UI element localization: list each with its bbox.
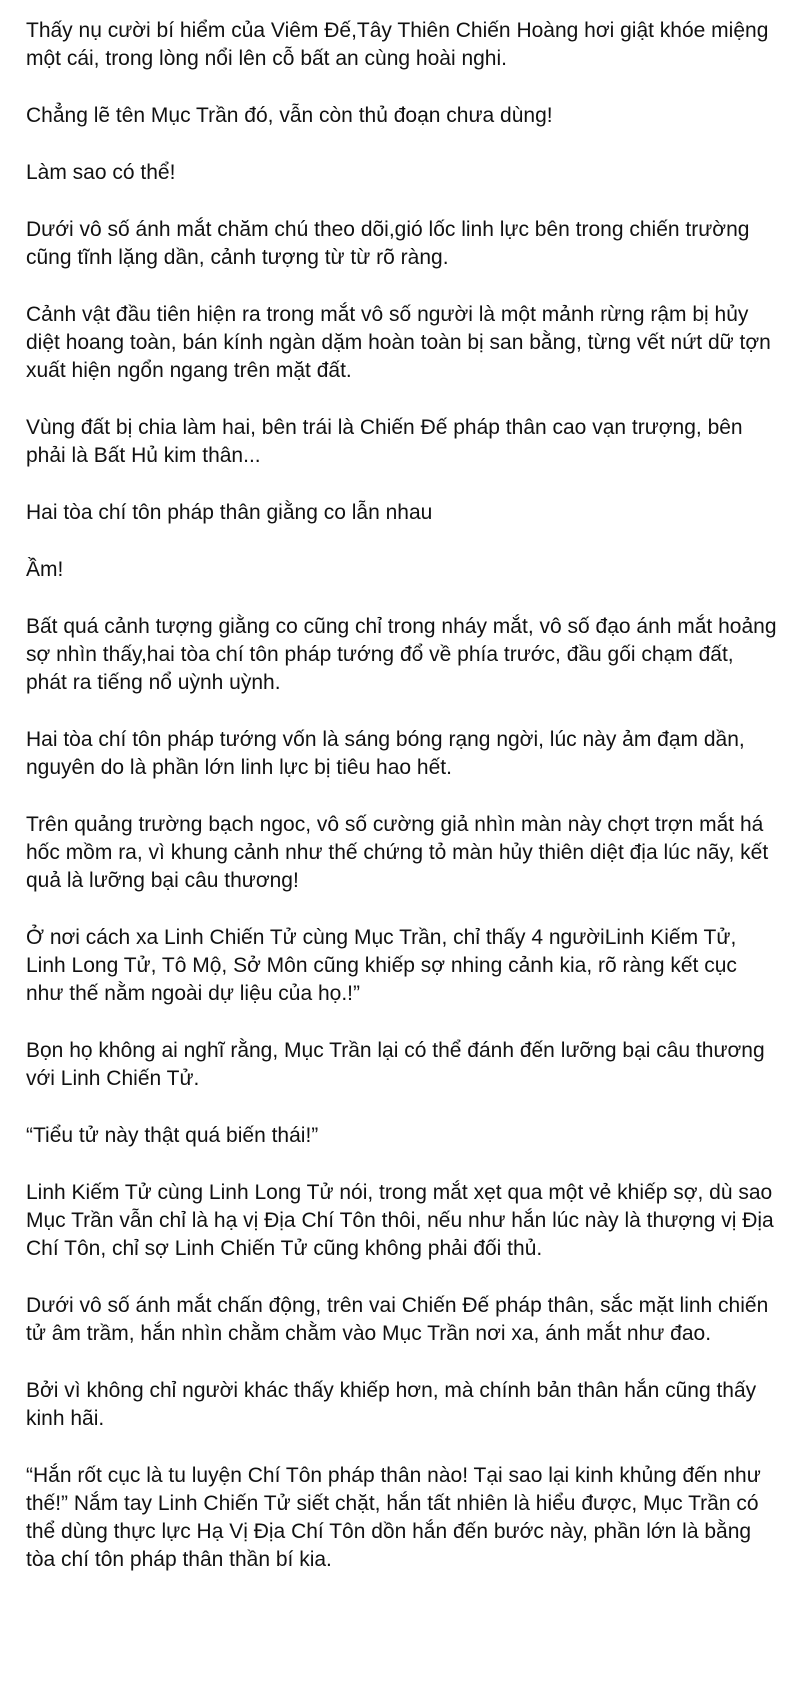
paragraph: Hai tòa chí tôn pháp tướng vốn là sáng bóng rạng ngời, lúc này ảm đạm dần, nguyên do là phần lớn linh lực bị tiêu hao hết. bbox=[26, 728, 745, 779]
paragraph: Bất quá cảnh tượng giằng co cũng chỉ trong nháy mắt, vô số đạo ánh mắt hoảng sợ nhìn thấy,hai tòa chí tôn pháp tướng đổ về phía trước, đầu gối chạm đất, phát ra tiếng nổ uỳnh uỳnh. bbox=[26, 615, 777, 694]
paragraph: Cảnh vật đầu tiên hiện ra trong mắt vô số người là một mảnh rừng rậm bị hủy diệt hoang toàn, bán kính ngàn dặm hoàn toàn bị san bằng, từng vết nứt dữ tợn xuất hiện ngổn ngang trên mặt đất. bbox=[26, 303, 771, 382]
paragraph: Ở nơi cách xa Linh Chiến Tử cùng Mục Trần, chỉ thấy 4 ngườiLinh Kiếm Tử, Linh Long Tử, Tô Mộ, Sở Môn cũng khiếp sợ nhing cảnh kia, rõ ràng kết cục như thế nằm ngoài dự liệu của họ.!” bbox=[26, 926, 737, 1005]
paragraph: Thấy nụ cười bí hiểm của Viêm Đế,Tây Thiên Chiến Hoàng hơi giật khóe miệng một cái, trong lòng nổi lên cỗ bất an cùng hoài nghi. bbox=[26, 19, 769, 70]
paragraph: Làm sao có thể! bbox=[26, 161, 176, 184]
paragraph: Chẳng lẽ tên Mục Trần đó, vẫn còn thủ đoạn chưa dùng! bbox=[26, 104, 553, 127]
paragraph: Hai tòa chí tôn pháp thân giằng co lẫn nhau bbox=[26, 501, 433, 524]
paragraph: Bởi vì không chỉ người khác thấy khiếp hơn, mà chính bản thân hắn cũng thấy kinh hãi. bbox=[26, 1379, 757, 1430]
paragraph: Dưới vô số ánh mắt chấn động, trên vai Chiến Đế pháp thân, sắc mặt linh chiến tử âm trầm, hắn nhìn chằm chằm vào Mục Trần nơi xa, ánh mắt như đao. bbox=[26, 1294, 769, 1345]
paragraph: Bọn họ không ai nghĩ rằng, Mục Trần lại có thể đánh đến lưỡng bại câu thương với Linh Chiến Tử. bbox=[26, 1039, 765, 1090]
paragraph: Dưới vô số ánh mắt chăm chú theo dõi,gió lốc linh lực bên trong chiến trường cũng tĩnh lặng dần, cảnh tượng từ từ rõ ràng. bbox=[26, 218, 750, 269]
paragraph: Trên quảng trường bạch ngoc, vô số cường giả nhìn màn này chợt trợn mắt há hốc mồm ra, vì khung cảnh như thế chứng tỏ màn hủy thiên diệt địa lúc nãy, kết quả là lưỡng bại câu thương! bbox=[26, 813, 769, 892]
paragraph: “Hắn rốt cục là tu luyện Chí Tôn pháp thân nào! Tại sao lại kinh khủng đến như thế!” Nắm tay Linh Chiến Tử siết chặt, hắn tất nhiên là hiểu được, Mục Trần có thể dùng thực lực Hạ Vị Địa Chí Tôn dồn hắn đến bước này, phần lớn là bằng tòa chí tôn pháp thân thần bí kia. bbox=[26, 1464, 761, 1571]
paragraph: Vùng đất bị chia làm hai, bên trái là Chiến Đế pháp thân cao vạn trượng, bên phải là Bất Hủ kim thân... bbox=[26, 416, 743, 467]
paragraph: Linh Kiếm Tử cùng Linh Long Tử nói, trong mắt xẹt qua một vẻ khiếp sợ, dù sao Mục Trần vẫn chỉ là hạ vị Địa Chí Tôn thôi, nếu như hắn lúc này là thượng vị Địa Chí Tôn, chỉ sợ Linh Chiến Tử cũng không phải đối thủ. bbox=[26, 1181, 774, 1260]
paragraph: Ầm! bbox=[26, 558, 64, 581]
paragraph: “Tiểu tử này thật quá biến thái!” bbox=[26, 1124, 319, 1147]
